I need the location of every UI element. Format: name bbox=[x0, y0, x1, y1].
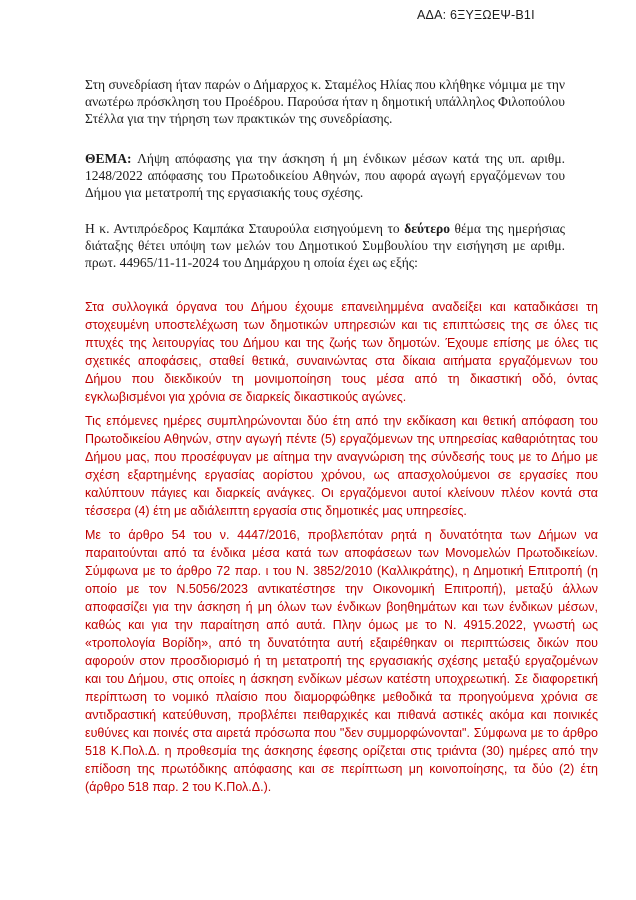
subject-paragraph: ΘΕΜΑ: Λήψη απόφασης για την άσκηση ή μη ένδικων μέσων κατά της υπ. αριθμ. 1248/2022 απόφασης του Πρωτοδικείου Αθηνών, που αφορά αγωγή εργαζόμενων του Δήμου για μετατροπή της εργασιακής τους σχέσης. bbox=[85, 151, 565, 200]
document-body bbox=[85, 76, 598, 802]
lead-paragraph: Η κ. Αντιπρόεδρος Καμπάκα Σταυρούλα εισηγούμενη το δεύτερο θέμα της ημερήσιας διάταξης θέτει υπόψη των μελών του Δημοτικού Συμβουλίου την εισήγηση με αριθμ. πρωτ. 44965/11-11-2024 του Δημάρχου η οποία έχει ως εξής: bbox=[85, 221, 565, 270]
recommendation-paragraph-2: Τις επόμενες ημέρες συμπληρώνονται δύο έτη από την εκδίκαση και θετική απόφαση του Πρωτοδικείου Αθηνών, στην αγωγή πέντε (5) εργαζόμενων της υπηρεσίας καθαριότητας του Δήμου μας, που προσέφυγαν με αίτημα την αναγνώριση της σύνδεσής τους με το Δήμο με σχέση εξαρτημένης εργασίας αορίστου χρόνου, ως απασχολούμενοι σε εργασίες που καλύπτουν πάγιες και διαρκείς ανάγκες. Οι εργαζόμενοι αυτοί κλείνουν πλέον κοντά στα τέσσερα (4) έτη με αδιάλειπτη εργασία στις δημοτικές μας υπηρεσίες. bbox=[85, 414, 598, 518]
ada-code: ΑΔΑ: 6ΞΥΞΩΕΨ-Β1Ι bbox=[417, 8, 535, 22]
recommendation-paragraph-1: Στα συλλογικά όργανα του Δήμου έχουμε επανειλημμένα αναδείξει και καταδικάσει τη στοχευμένη υποστελέχωση των δημοτικών υπηρεσιών και τις επιπτώσεις της σε όλες τις πτυχές της λειτουργίας του Δήμου και της ζωής των δημοτών. Έχουμε επίσης με όλες τις σχετικές αποφάσεις, σταθεί θετικά, συναινώντας στα δίκαια αιτήματα εργαζόμενων του Δήμου που διεκδικούν τη μονιμοποίηση τους μέσα από τη δικαστική οδό, όντας εγκλωβισμένοι για χρόνια σε διαρκείς δικαστικούς αγώνες. bbox=[85, 300, 598, 404]
recommendation-paragraph-3: Με το άρθρο 54 του ν. 4447/2016, προβλεπόταν ρητά η δυνατότητα των Δήμων να παραιτούνται από τα ένδικα μέσα κατά των αποφάσεων των Μονομελών Πρωτοδικείων. Σύμφωνα με το άρθρο 72 παρ. ι του Ν. 3852/2010 (Καλλικράτης), η Δημοτική Επιτροπή (η οποίο με τον Ν.5056/2023 αντικατέστησε την Οικονομική Επιτροπή), μεταξύ άλλων αποφασίζει για την άσκηση ή μη όλων των ένδικων βοηθημάτων και των ένδικων μέσων, καθώς και για την παραίτηση από αυτά. Πλην όμως με το Ν. 4915.2022, γνωστή ως «τροπολογία Βορίδη», από τη δυνατότητα αυτή εξαιρέθηκαν οι περιπτώσεις δικών που αφορούν στον προσδιορισμό ή τη μετατροπή της εργασιακής σχέσης μεταξύ εργαζομένων και του Δήμου, στις οποίες η άσκηση ενδίκων μέσων κατέστη υποχρεωτική. Σε διαφορετική περίπτωση το νομικό πλαίσιο που διαμορφώθηκε μεθοδικά τα προηγούμενα χρόνια σε αντιδραστική κατεύθυνση, προβλέπει πειθαρχικές και πιθανά αστικές ακόμα και ποινικές ευθύνες και ποινές στα αιρετά πρόσωπα που "δεν συμμορφώνονται". Σύμφωνα με το άρθρο 518 Κ.Πολ.Δ. η προθεσμία της άσκησης έφεσης ορίζεται στις τριάντα (30) ημέρες από την επίδοση της πρωτόδικης απόφασης και σε περίπτωση μη κοινοποίησης, τα δύο (2) έτη (άρθρο 518 παρ. 2 του Κ.Πολ.Δ.). bbox=[85, 528, 598, 794]
session-intro-paragraph: Στη συνεδρίαση ήταν παρών ο Δήμαρχος κ. Σταμέλος Ηλίας που κλήθηκε νόμιμα με την ανωτέρω πρόσκληση του Προέδρου. Παρούσα ήταν η δημοτική υπάλληλος Φιλοπούλου Στέλλα για την τήρηση των πρακτικών της συνεδρίασης. bbox=[85, 77, 565, 126]
